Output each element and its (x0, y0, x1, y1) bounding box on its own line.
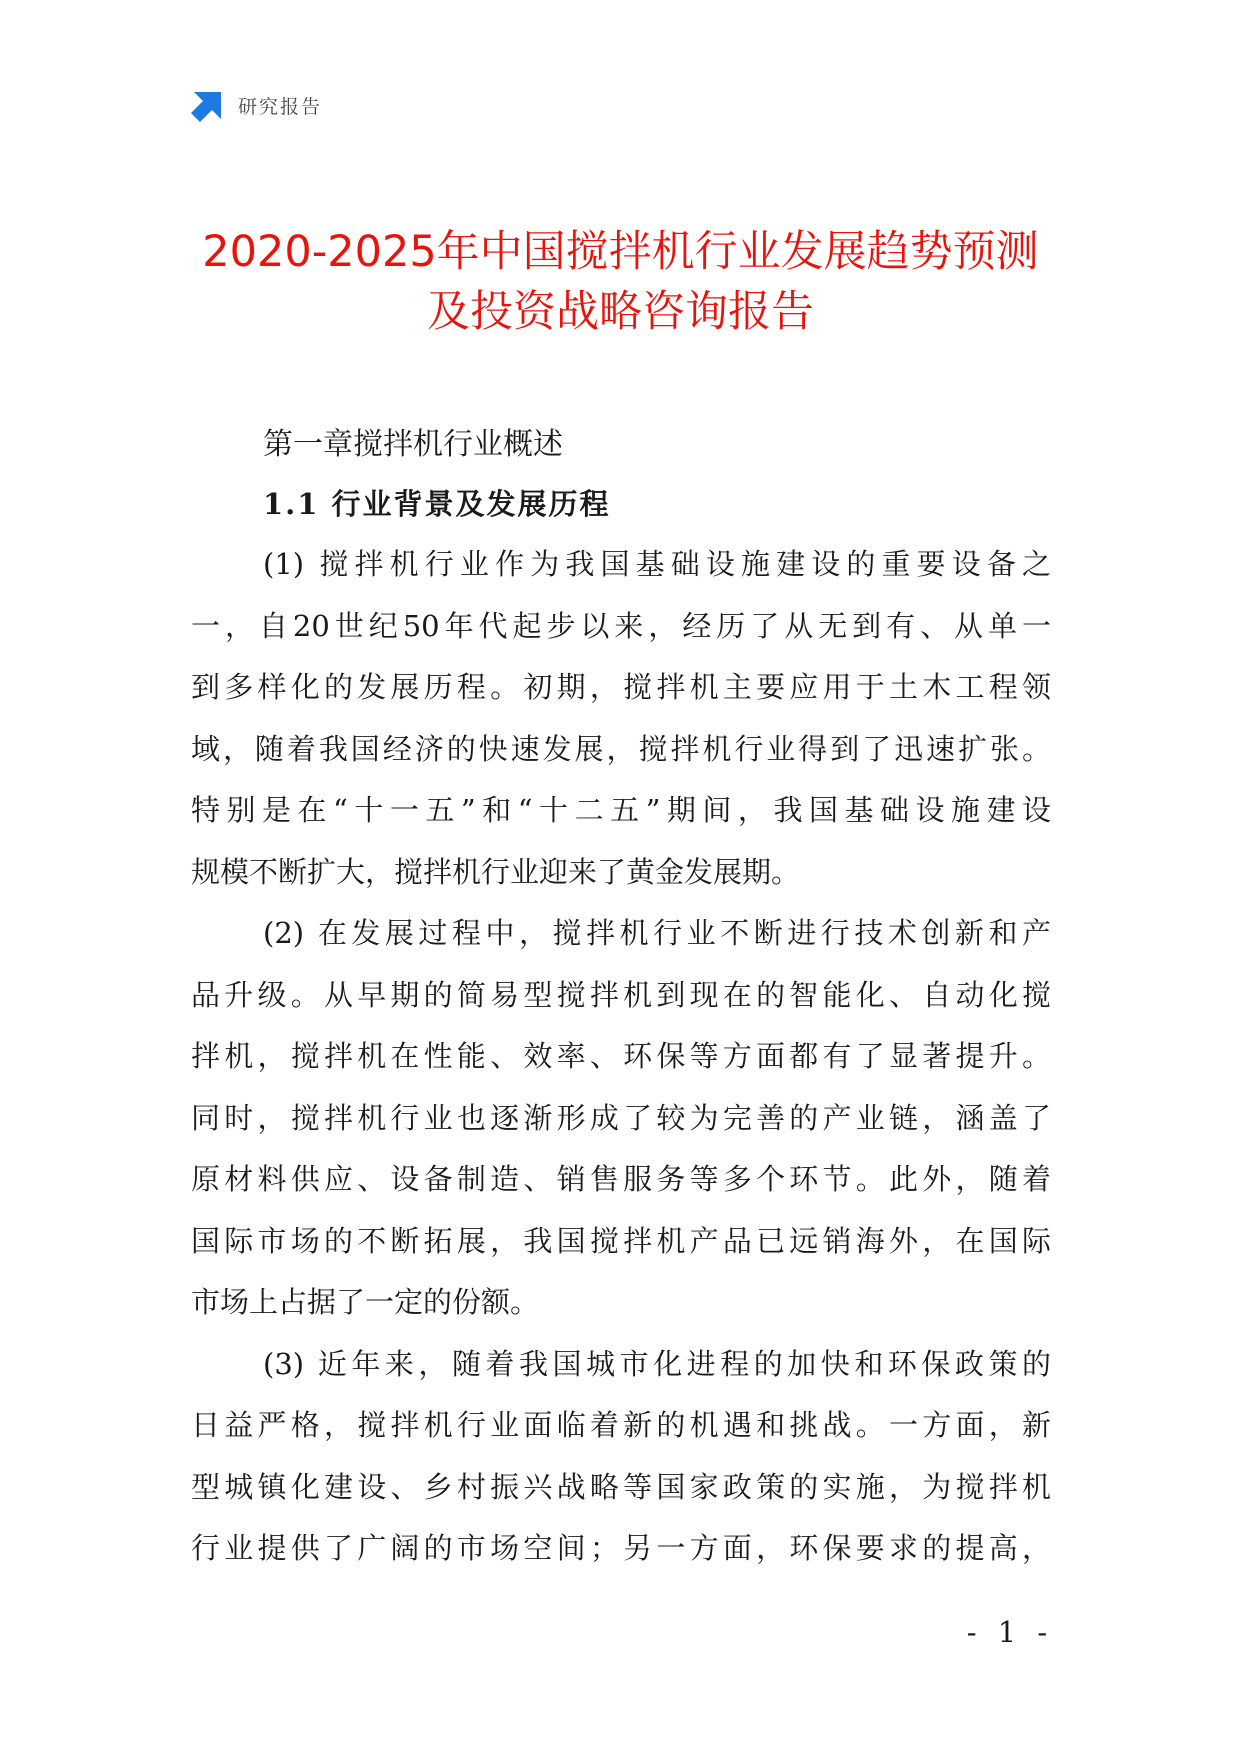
report-title-line-1: 2020-2025年中国搅拌机行业发展趋势预测 (202, 227, 1039, 277)
paragraph-line: 拌机，搅拌机在性能、效率、环保等方面都有了显著提升。 (191, 1039, 1051, 1073)
paragraph-1 (191, 534, 1051, 903)
paragraph-line: (1) 搅拌机行业作为我国基础设施建设的重要设备之 (263, 547, 1051, 581)
header-label: 研究报告 (238, 95, 323, 118)
report-header (191, 88, 322, 122)
section-heading: 1.1 行业背景及发展历程 (263, 487, 611, 521)
chapter-heading: 第一章搅拌机行业概述 (263, 427, 563, 462)
paragraph-line: 域，随着我国经济的快速发展，搅拌机行业得到了迅速扩张。 (191, 731, 1051, 766)
document-body (191, 416, 1051, 1580)
paragraph-line: 品升级。从早期的简易型搅拌机到现在的智能化、自动化搅 (191, 977, 1051, 1012)
paragraph-line: 日益严格，搅拌机行业面临着新的机遇和挑战。一方面，新 (191, 1408, 1051, 1442)
report-title-line-2: 及投资战略咨询报告 (427, 287, 814, 337)
paragraph-line: 一，自20世纪50年代起步以来，经历了从无到有、从单一 (191, 608, 1051, 643)
paragraph-line: 同时，搅拌机行业也逐渐形成了较为完善的产业链，涵盖了 (191, 1100, 1051, 1135)
paragraph-line: 型城镇化建设、乡村振兴战略等国家政策的实施，为搅拌机 (191, 1469, 1051, 1504)
paragraph-3 (191, 1334, 1051, 1580)
paragraph-line: 国际市场的不断拓展，我国搅拌机产品已远销海外，在国际 (191, 1223, 1051, 1258)
paragraph-line: 原材料供应、设备制造、销售服务等多个环节。此外，随着 (191, 1162, 1051, 1196)
logo-arrow-icon (191, 89, 224, 122)
paragraph-line: (3) 近年来，随着我国城市化进程的加快和环保政策的 (263, 1346, 1051, 1381)
paragraph-2 (191, 903, 1051, 1334)
paragraph-line: 市场上占据了一定的份额。 (191, 1285, 540, 1319)
page-number: - 1 - (966, 1615, 1054, 1649)
paragraph-line: (2) 在发展过程中，搅拌机行业不断进行技术创新和产 (263, 916, 1051, 950)
paragraph-line: 特别是在“十一五”和“十二五”期间，我国基础设施建设 (191, 793, 1051, 827)
paragraph-line: 规模不断扩大，搅拌机行业迎来了黄金发展期。 (191, 854, 801, 889)
report-title (150, 222, 1091, 342)
paragraph-line: 行业提供了广阔的市场空间；另一方面，环保要求的提高， (191, 1531, 1051, 1565)
paragraph-line: 到多样化的发展历程。初期，搅拌机主要应用于土木工程领 (191, 670, 1051, 704)
